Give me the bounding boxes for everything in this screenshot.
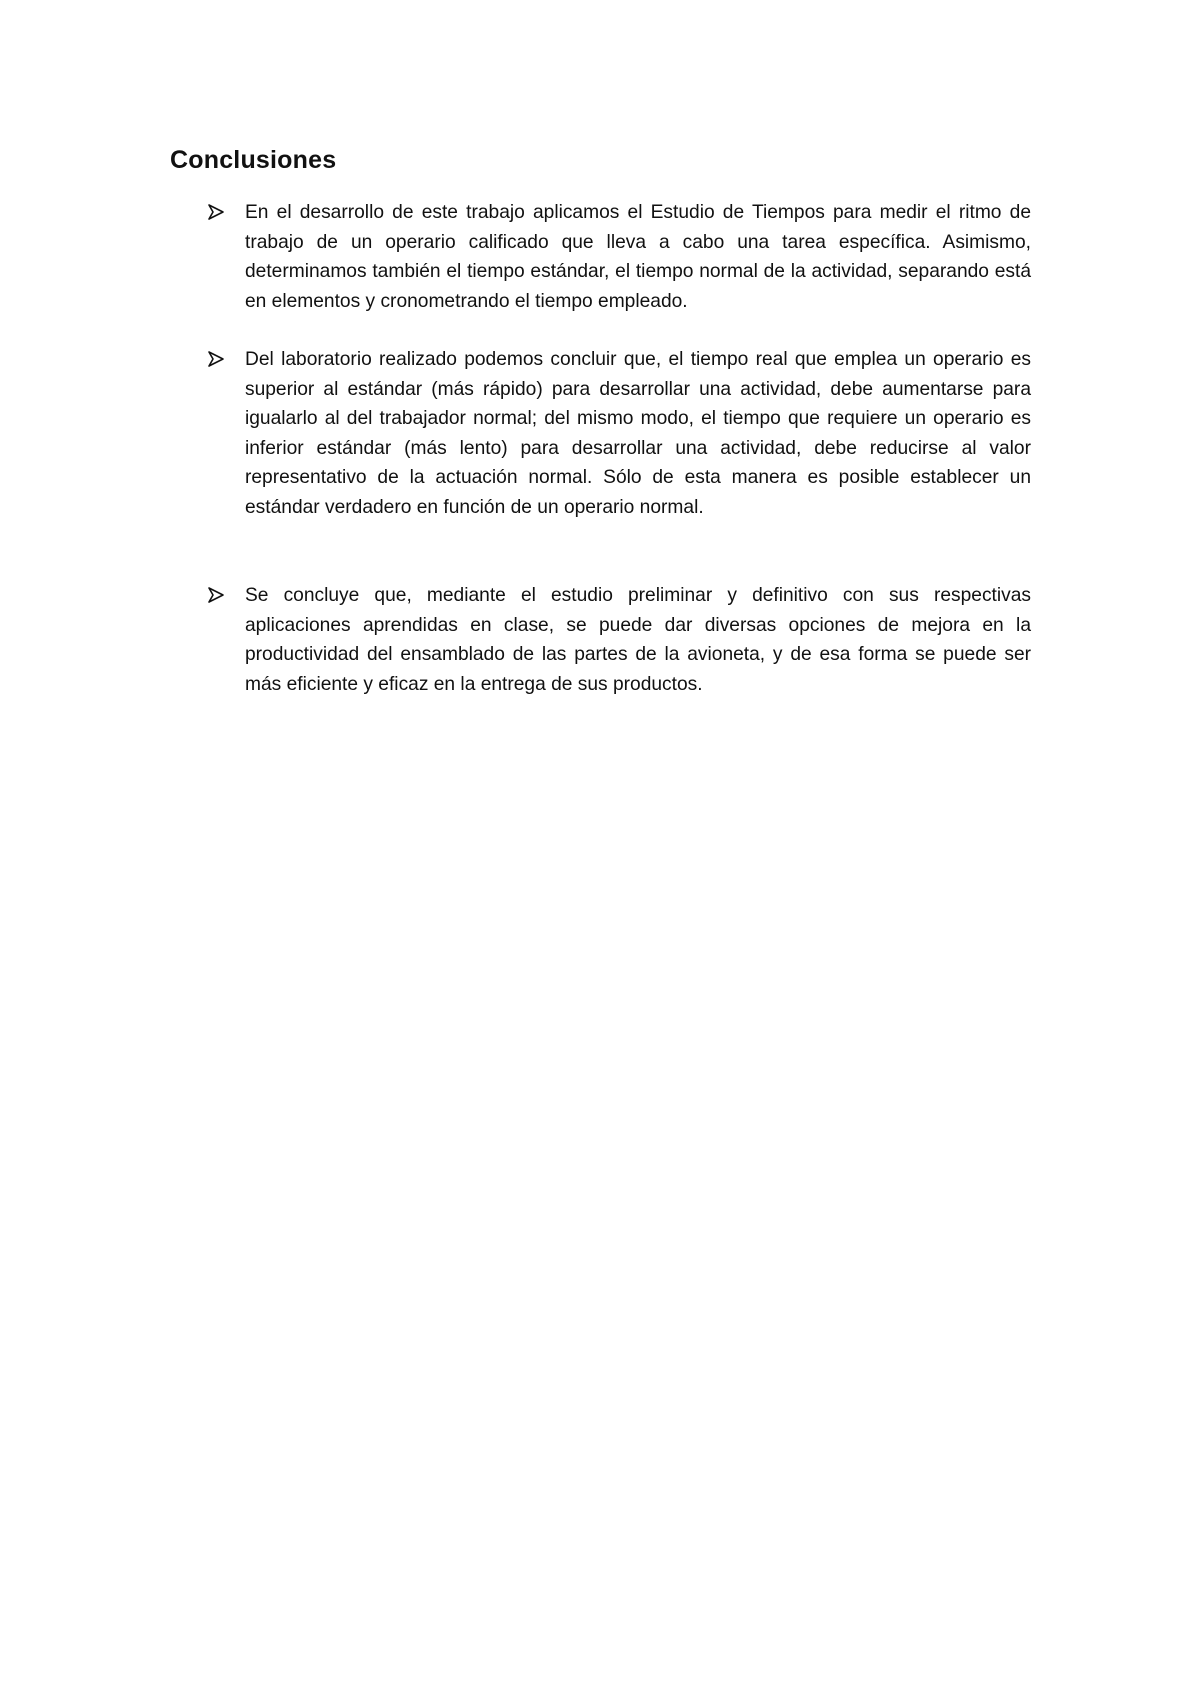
list-item — [207, 198, 1031, 316]
page-title: Conclusiones — [170, 146, 337, 174]
list-item — [207, 581, 1031, 699]
bullet-text: En el desarrollo de este trabajo aplicamos el Estudio de Tiempos para medir el ritmo de trabajo de un operario calificado que lleva a cabo una tarea específica. Asimismo, determinamos también el tiempo estándar, el tiempo normal de la actividad, separando está en elementos y cronometrando el tiempo empleado. — [245, 202, 1031, 312]
bullet-text: Se concluye que, mediante el estudio preliminar y definitivo con sus respectivas aplicaciones aprendidas en clase, se puede dar diversas opciones de mejora en la productividad del ensamblado de las partes de la avioneta, y de esa forma se puede ser más eficiente y eficaz en la entrega de sus productos. — [245, 585, 1031, 695]
arrow-bullet-icon — [207, 350, 225, 368]
arrow-bullet-icon — [207, 586, 225, 604]
arrow-bullet-icon — [207, 203, 225, 221]
bullet-text: Del laboratorio realizado podemos concluir que, el tiempo real que emplea un operario es superior al estándar (más rápido) para desarrollar una actividad, debe aumentarse para igualarlo al del trabajador normal; del mismo modo, el tiempo que requiere un operario es inferior estándar (más lento) para desarrollar una actividad, debe reducirse al valor representativo de la actuación normal. Sólo de esta manera es posible establecer un estándar verdadero en función de un operario normal. — [245, 349, 1031, 518]
list-item — [207, 345, 1031, 522]
